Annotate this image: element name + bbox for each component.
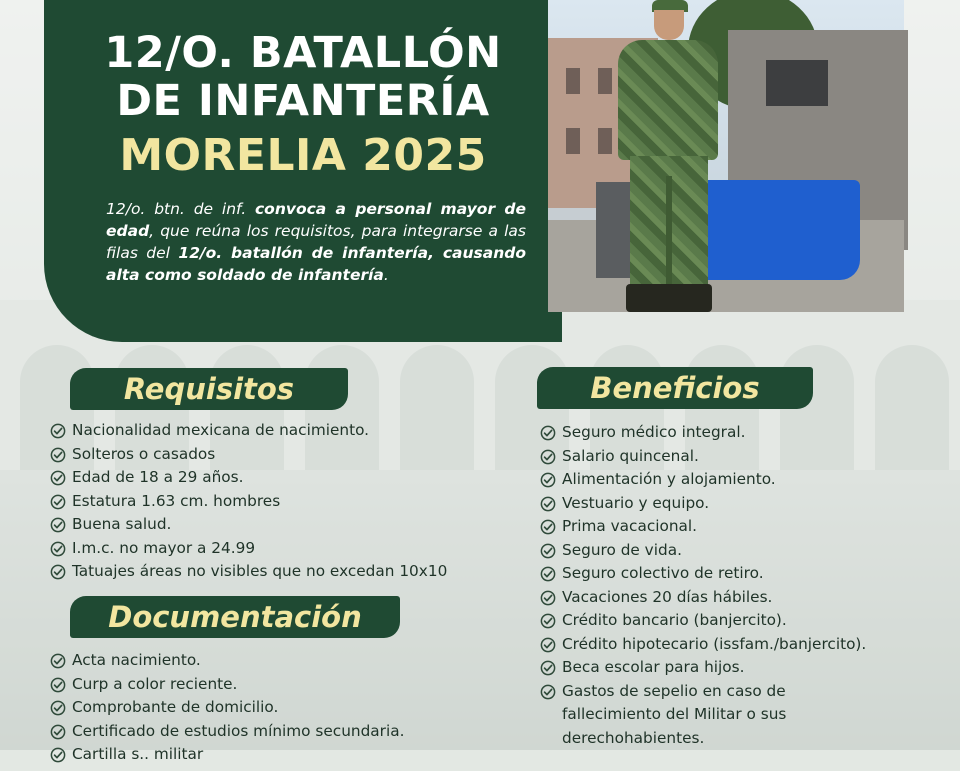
list-item-text: Tatuajes áreas no visibles que no excedan 10x10: [72, 562, 448, 580]
soldier-head: [654, 10, 684, 40]
list-item-text: Certificado de estudios mínimo secundaria.: [72, 721, 405, 740]
list-item-text: Seguro colectivo de retiro.: [562, 564, 764, 582]
list-item-text: Cartilla s.. militar: [72, 745, 204, 763]
check-circle-icon: [50, 677, 66, 693]
check-circle-icon: [50, 494, 66, 510]
intro-bold: 12/o. batallón de infantería, causando alta como soldado de infantería: [106, 244, 526, 284]
list-item-text: Solteros o casados: [72, 444, 216, 463]
list-item: [50, 466, 447, 490]
photo-window: [566, 128, 580, 154]
list-item-text: Crédito bancario (banjercito).: [562, 611, 787, 629]
list-item-text: Salario quincenal.: [562, 446, 699, 465]
requisitos-title: Requisitos: [70, 368, 348, 410]
list-item-text: Prima vacacional.: [562, 517, 698, 535]
documentacion-title: Documentación: [70, 596, 400, 638]
soldier-figure: [614, 0, 724, 312]
soldier-photo: [548, 0, 904, 312]
list-item-text: Seguro médico integral.: [562, 423, 746, 441]
soldier-legs: [630, 156, 708, 284]
list-item: [50, 443, 447, 467]
check-circle-icon: [50, 541, 66, 557]
intro-text: 12/o. btn. de inf.: [106, 200, 255, 218]
list-item-text: Seguro de vida.: [562, 540, 682, 559]
list-item: [50, 673, 404, 697]
check-circle-icon: [50, 724, 66, 740]
list-item-text: Estatura 1.63 cm. hombres: [72, 491, 281, 510]
list-item: [540, 445, 870, 469]
list-item: [540, 492, 870, 516]
check-circle-icon: [540, 637, 556, 653]
list-item: [540, 539, 870, 563]
list-item: [50, 513, 447, 537]
check-circle-icon: [540, 613, 556, 629]
check-circle-icon: [50, 700, 66, 716]
soldier-boots: [626, 284, 712, 312]
list-item: [540, 562, 870, 586]
list-item: [540, 656, 870, 680]
list-item: [540, 633, 870, 657]
list-item-text: Beca escolar para hijos.: [562, 658, 745, 676]
check-circle-icon: [540, 543, 556, 559]
list-item-text: Alimentación y alojamiento.: [562, 470, 776, 488]
list-item: [50, 419, 447, 443]
list-item-text: Edad de 18 a 29 años.: [72, 468, 244, 486]
check-circle-icon: [540, 566, 556, 582]
list-item-text: Curp a color reciente.: [72, 674, 238, 693]
list-item: [50, 560, 447, 584]
list-item-text: Buena salud.: [72, 515, 172, 533]
soldier-torso: [618, 40, 718, 160]
check-circle-icon: [540, 684, 556, 700]
title-line-3: MORELIA 2025: [119, 130, 487, 181]
check-circle-icon: [540, 472, 556, 488]
intro-text: .: [383, 266, 389, 284]
list-item-text: Vestuario y equipo.: [562, 493, 710, 512]
list-item: [50, 743, 404, 767]
check-circle-icon: [540, 660, 556, 676]
photo-window: [598, 68, 612, 94]
list-item-text: Gastos de sepelio en caso de fallecimiento del Militar o sus derechohabientes.: [562, 681, 787, 747]
intro-paragraph: [106, 198, 526, 286]
list-item: [50, 696, 404, 720]
list-item: [540, 680, 870, 751]
intro-bold: convoca a personal mayor de edad: [106, 200, 526, 240]
check-circle-icon: [50, 470, 66, 486]
title-line-2: DE INFANTERÍA: [116, 76, 490, 126]
header-panel: [44, 0, 562, 342]
check-circle-icon: [50, 517, 66, 533]
list-item: [540, 468, 870, 492]
list-item-text: Vacaciones 20 días hábiles.: [562, 587, 773, 606]
check-circle-icon: [540, 449, 556, 465]
check-circle-icon: [540, 519, 556, 535]
check-circle-icon: [540, 496, 556, 512]
list-item-text: Nacionalidad mexicana de nacimiento.: [72, 421, 370, 439]
check-circle-icon: [540, 590, 556, 606]
check-circle-icon: [50, 447, 66, 463]
beneficios-title: Beneficios: [537, 367, 813, 409]
photo-window: [598, 128, 612, 154]
list-item-text: Acta nacimiento.: [72, 651, 201, 669]
list-item: [50, 720, 404, 744]
check-circle-icon: [50, 653, 66, 669]
beneficios-list: [540, 421, 870, 750]
list-item: [540, 515, 870, 539]
check-circle-icon: [50, 564, 66, 580]
requisitos-list: [50, 419, 447, 584]
list-item: [540, 586, 870, 610]
documentacion-list: [50, 649, 404, 767]
list-item: [540, 421, 870, 445]
title-line-1: 12/O. BATALLÓN: [104, 28, 502, 78]
check-circle-icon: [540, 425, 556, 441]
intro-text: , que reúna los requisitos, para integrarse a las filas del: [106, 222, 526, 262]
check-circle-icon: [50, 747, 66, 763]
list-item: [50, 649, 404, 673]
list-item: [50, 537, 447, 561]
photo-window: [566, 68, 580, 94]
list-item-text: Comprobante de domicilio.: [72, 698, 279, 716]
check-circle-icon: [50, 423, 66, 439]
list-item-text: Crédito hipotecario (issfam./banjercito).: [562, 634, 867, 653]
list-item-text: I.m.c. no mayor a 24.99: [72, 538, 256, 557]
list-item: [50, 490, 447, 514]
photo-plaque: [766, 60, 828, 106]
list-item: [540, 609, 870, 633]
